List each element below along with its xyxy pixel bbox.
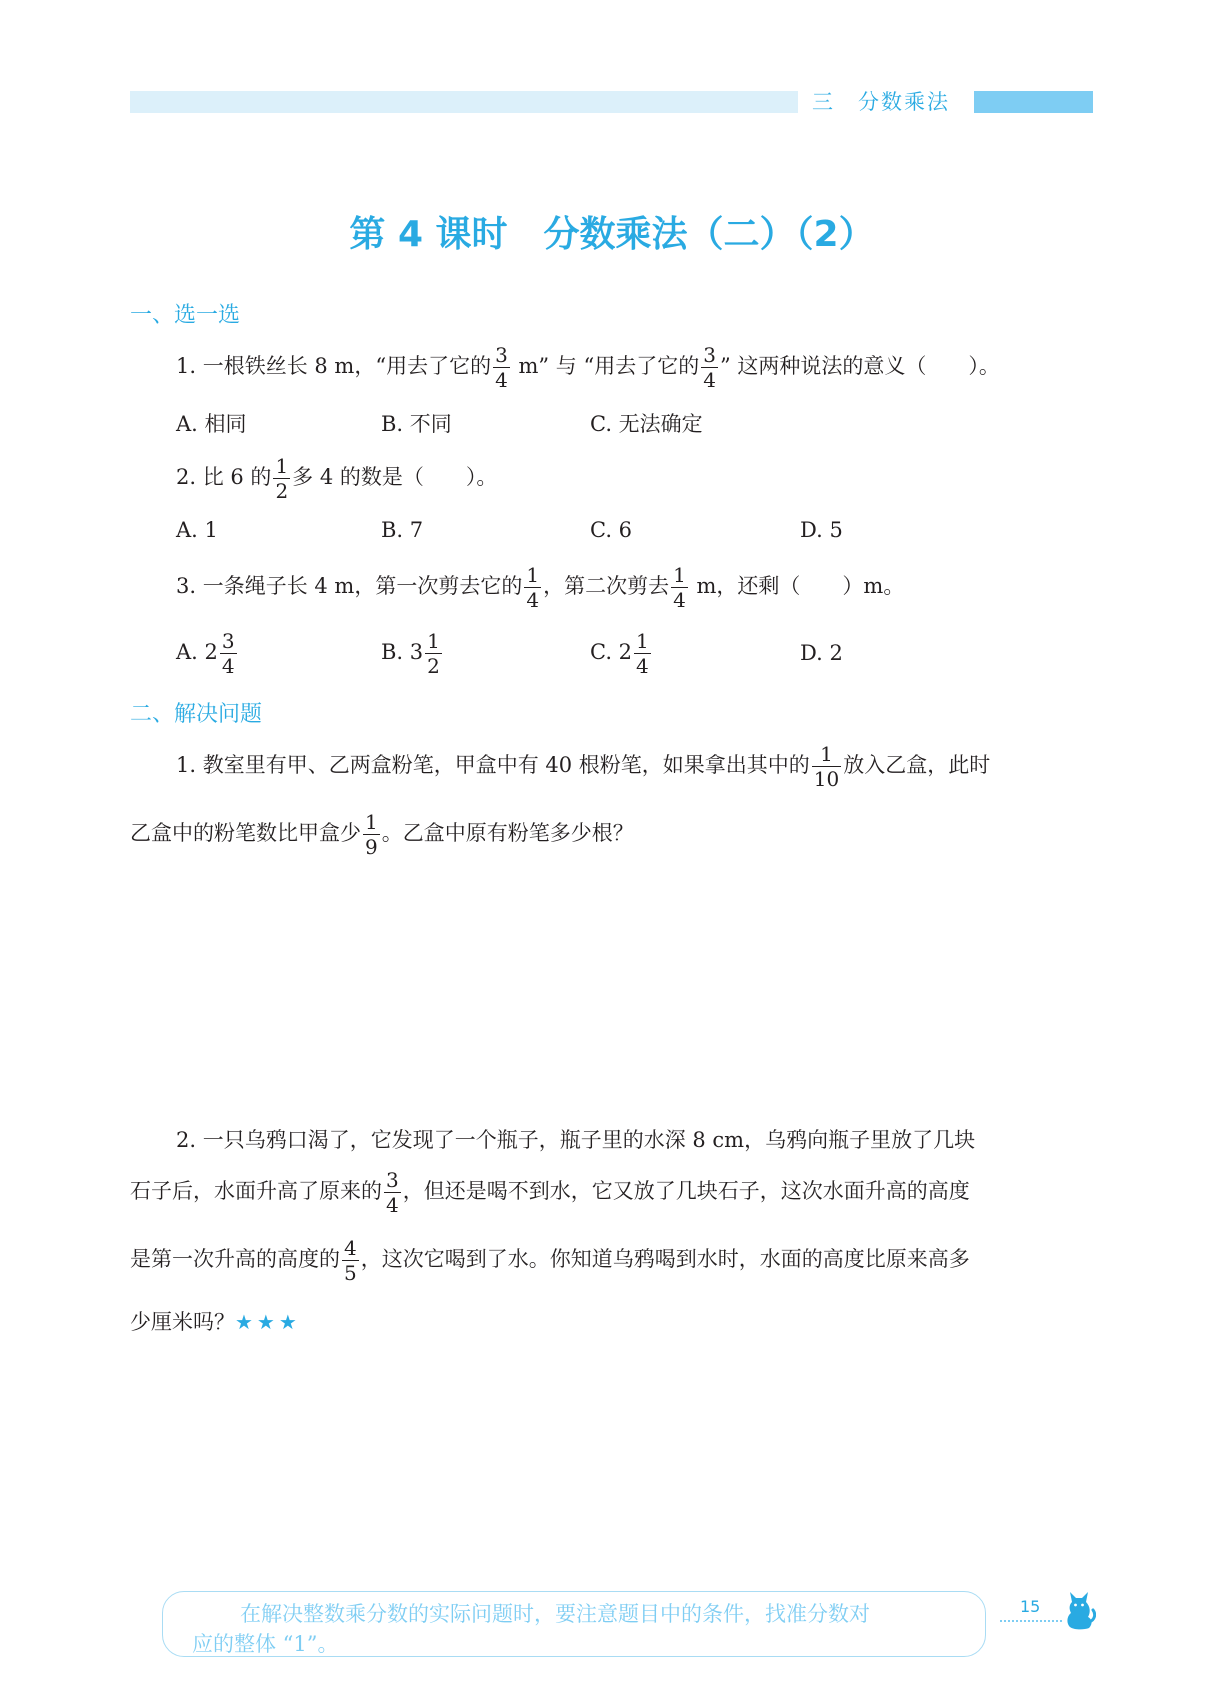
- option-a: A. 1: [176, 518, 218, 542]
- option-b: B. 3 $\frac{1}{2}$: [381, 629, 440, 678]
- question-1: 1. 一根铁丝长 8 m，“用去了它的 $\frac{3}{4}$ m” 与 “用去了它的 $\frac{3}{4}$ ” 这两种说法的意义（ ）。: [176, 343, 1000, 392]
- fraction: $\frac{1}{2}$: [275, 454, 289, 503]
- option-d: D. 2: [800, 641, 843, 665]
- option-d: D. 5: [800, 518, 843, 542]
- option-a: A. 相同: [176, 412, 247, 436]
- option-a: A. 2 $\frac{3}{4}$: [176, 629, 235, 678]
- problem-2-line-1: 2. 一只乌鸦口渴了，它发现了一个瓶子，瓶子里的水深 8 cm，乌鸦向瓶子里放了几块: [176, 1128, 976, 1152]
- fraction: $\frac{1}{9}$: [365, 810, 378, 859]
- problem-2-line-2: 石子后，水面升高了原来的 $\frac{3}{4}$ ，但还是喝不到水，它又放了几块石子，这次水面升高的高度: [130, 1168, 970, 1217]
- tip-line-1: 在解决整数乘分数的实际问题时，要注意题目中的条件，找准分数对: [240, 1602, 870, 1626]
- fraction: $\frac{3}{4}$: [495, 343, 508, 392]
- page-number-divider: [1000, 1620, 1062, 1622]
- fraction: $\frac{1}{10}$: [813, 742, 840, 791]
- question-3: 3. 一条绳子长 4 m，第一次剪去它的 $\frac{1}{4}$ ，第二次剪去 $\frac{1}{4}$ m，还剩（ ）m。: [176, 563, 905, 612]
- difficulty-stars: ★★★: [235, 1310, 301, 1334]
- problem-2-line-3: 是第一次升高的高度的 $\frac{4}{5}$ ，这次它喝到了水。你知道乌鸦喝到水时，水面的高度比原来高多: [130, 1236, 970, 1285]
- problem-1-line-2: 乙盒中的粉笔数比甲盒少 $\frac{1}{9}$ 。乙盒中原有粉笔多少根？: [130, 810, 634, 859]
- fraction: $\frac{3}{4}$: [386, 1168, 399, 1217]
- page-number: 15: [1020, 1597, 1041, 1616]
- fraction: $\frac{3}{4}$: [221, 629, 235, 678]
- fraction: $\frac{1}{2}$: [427, 629, 440, 678]
- problem-1-line-1: 1. 教室里有甲、乙两盒粉笔，甲盒中有 40 根粉笔，如果拿出其中的 $\frac{1}{10}$ 放入乙盒，此时: [176, 742, 991, 791]
- fraction: $\frac{1}{4}$: [636, 629, 649, 678]
- fraction: $\frac{1}{4}$: [673, 563, 686, 612]
- header-bar-left: [130, 91, 798, 113]
- section-heading-choose: 一、选一选: [130, 303, 241, 328]
- cat-mascot-icon: [1062, 1588, 1096, 1630]
- option-c: C. 6: [590, 518, 633, 542]
- fraction: $\frac{3}{4}$: [703, 343, 716, 392]
- tip-line-2: 应的整体 “1”。: [192, 1632, 339, 1656]
- option-c: C. 无法确定: [590, 412, 703, 436]
- page-title: 第 4 课时 分数乘法（二）（2）: [349, 214, 875, 255]
- header-bar-right: [974, 91, 1093, 113]
- chapter-label: 三 分数乘法: [812, 90, 950, 114]
- section-heading-solve: 二、解决问题: [130, 702, 263, 727]
- fraction: $\frac{4}{5}$: [344, 1236, 357, 1285]
- option-c: C. 2 $\frac{1}{4}$: [590, 629, 649, 678]
- option-b: B. 不同: [381, 412, 452, 436]
- option-b: B. 7: [381, 518, 424, 542]
- problem-2-line-4: 少厘米吗？★★★: [130, 1310, 301, 1334]
- fraction: $\frac{1}{4}$: [526, 563, 540, 612]
- question-2: 2. 比 6 的 $\frac{1}{2}$ 多 4 的数是（ ）。: [176, 454, 498, 503]
